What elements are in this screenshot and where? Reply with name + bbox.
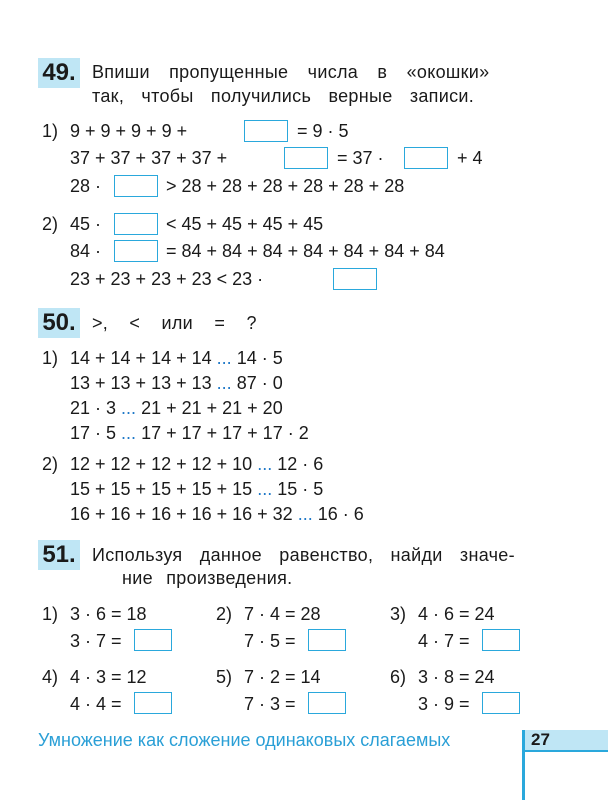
answer-box[interactable] xyxy=(114,240,158,262)
given-equation: 7 · 4 = 28 xyxy=(244,604,321,624)
comparison-dots: ... xyxy=(121,398,137,418)
comparison-row xyxy=(70,423,309,444)
comparison-right: 17 + 17 + 17 + 17 · 2 xyxy=(141,423,309,443)
comparison-row xyxy=(70,348,283,369)
answer-box[interactable] xyxy=(134,692,172,714)
answer-box[interactable] xyxy=(308,629,346,651)
comparison-right: 21 + 21 + 21 + 20 xyxy=(141,398,283,418)
equation-right: + 4 xyxy=(457,148,483,168)
equation-left: 45 · xyxy=(70,214,102,234)
question-equation: 3 · 9 = xyxy=(418,694,470,714)
comparison-row xyxy=(70,504,364,525)
exercise-51-task-line-1: Используя данное равенство, найди значе- xyxy=(92,545,515,565)
item-label: 3) xyxy=(390,604,407,624)
answer-box[interactable] xyxy=(114,213,158,235)
equation-right: = 9 · 5 xyxy=(297,121,349,141)
answer-box[interactable] xyxy=(284,147,328,169)
comparison-dots: ... xyxy=(297,504,313,524)
comparison-dots: ... xyxy=(216,373,232,393)
comparison-dots: ... xyxy=(257,454,273,474)
comparison-row xyxy=(70,479,323,500)
question-equation: 7 · 3 = xyxy=(244,694,296,714)
exercise-number-51: 51. xyxy=(38,540,80,570)
comparison-left: 13 + 13 + 13 + 13 xyxy=(70,373,212,393)
question-equation: 4 · 4 = xyxy=(70,694,122,714)
equation-left: 23 + 23 + 23 + 23 < 23 · xyxy=(70,269,264,289)
page-divider-horizontal xyxy=(522,750,608,752)
exercise-50-task: >, < или = ? xyxy=(92,313,257,333)
equation-left: 37 + 37 + 37 + 37 + xyxy=(70,148,228,168)
equation-right: = 84 + 84 + 84 + 84 + 84 + 84 + 84 xyxy=(166,241,445,261)
question-equation: 4 · 7 = xyxy=(418,631,470,651)
item-label: 6) xyxy=(390,667,407,687)
comparison-row xyxy=(70,398,283,419)
comparison-left: 21 · 3 xyxy=(70,398,117,418)
part-label: 2) xyxy=(42,454,59,474)
comparison-dots: ... xyxy=(216,348,232,368)
part-label: 2) xyxy=(42,214,59,234)
equation-left: 9 + 9 + 9 + 9 + xyxy=(70,121,188,141)
question-equation: 7 · 5 = xyxy=(244,631,296,651)
part-label: 1) xyxy=(42,348,59,368)
comparison-dots: ... xyxy=(121,423,137,443)
exercise-49-task-line-2: так, чтобы получились верные записи. xyxy=(92,86,475,106)
exercise-49-task-line-1: Впиши пропущенные числа в «окошки» xyxy=(92,62,490,82)
comparison-row xyxy=(70,454,323,475)
answer-box[interactable] xyxy=(333,268,377,290)
item-label: 5) xyxy=(216,667,233,687)
comparison-right: 16 · 6 xyxy=(317,504,364,524)
given-equation: 3 · 6 = 18 xyxy=(70,604,147,624)
given-equation: 4 · 6 = 24 xyxy=(418,604,495,624)
answer-box[interactable] xyxy=(114,175,158,197)
item-label: 1) xyxy=(42,604,59,624)
comparison-left: 16 + 16 + 16 + 16 + 16 + 32 xyxy=(70,504,293,524)
comparison-right: 14 · 5 xyxy=(236,348,283,368)
comparison-left: 17 · 5 xyxy=(70,423,117,443)
comparison-left: 15 + 15 + 15 + 15 + 15 xyxy=(70,479,253,499)
answer-box[interactable] xyxy=(482,629,520,651)
comparison-row xyxy=(70,373,283,394)
comparison-left: 12 + 12 + 12 + 12 + 10 xyxy=(70,454,253,474)
given-equation: 7 · 2 = 14 xyxy=(244,667,321,687)
answer-box[interactable] xyxy=(134,629,172,651)
equation-middle: = 37 · xyxy=(337,148,384,168)
comparison-right: 12 · 6 xyxy=(277,454,324,474)
equation-left: 28 · xyxy=(70,176,102,196)
exercise-number-50: 50. xyxy=(38,308,80,338)
item-label: 2) xyxy=(216,604,233,624)
question-equation: 3 · 7 = xyxy=(70,631,122,651)
exercise-number-49: 49. xyxy=(38,58,80,88)
page-number: 27 xyxy=(525,730,608,750)
chapter-topic: Умножение как сложение одинаковых слагаемых xyxy=(38,730,451,750)
answer-box[interactable] xyxy=(308,692,346,714)
part-label: 1) xyxy=(42,121,59,141)
given-equation: 3 · 8 = 24 xyxy=(418,667,495,687)
answer-box[interactable] xyxy=(244,120,288,142)
item-label: 4) xyxy=(42,667,59,687)
comparison-right: 15 · 5 xyxy=(277,479,324,499)
equation-right: > 28 + 28 + 28 + 28 + 28 + 28 xyxy=(166,176,405,196)
comparison-left: 14 + 14 + 14 + 14 xyxy=(70,348,212,368)
exercise-51-task-line-2: ние произведения. xyxy=(122,568,293,588)
comparison-dots: ... xyxy=(257,479,273,499)
equation-left: 84 · xyxy=(70,241,102,261)
equation-right: < 45 + 45 + 45 + 45 xyxy=(166,214,324,234)
answer-box[interactable] xyxy=(482,692,520,714)
comparison-right: 87 · 0 xyxy=(236,373,283,393)
given-equation: 4 · 3 = 12 xyxy=(70,667,147,687)
answer-box[interactable] xyxy=(404,147,448,169)
